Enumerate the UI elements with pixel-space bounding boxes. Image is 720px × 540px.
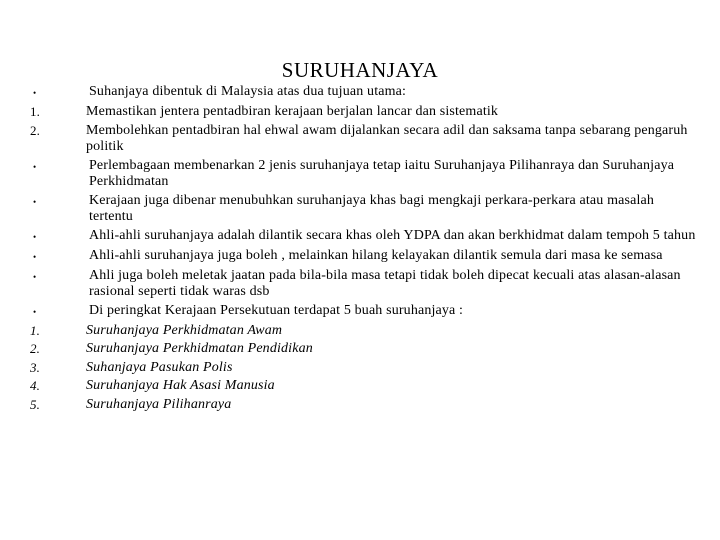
- number-marker: 5.: [30, 396, 41, 412]
- bullet-marker: •: [33, 251, 37, 262]
- list-item-text: Kerajaan juga dibenar menubuhkan suruhanjaya khas bagi mengkaji perkara-perkara atau masalah tertentu: [89, 192, 655, 224]
- slide-title: [0, 56, 720, 84]
- bullet-marker: •: [33, 306, 37, 317]
- commission-name: Suruhanjaya Hak Asasi Manusia: [86, 378, 275, 393]
- commission-name: Suruhanjaya Pilihanraya: [86, 396, 232, 412]
- bullet-marker: •: [33, 231, 37, 242]
- number-marker: 1.: [30, 322, 41, 338]
- commission-item: [30, 323, 700, 340]
- list-item-text: Perlembagaan membenarkan 2 jenis suruhanjaya tetap iaitu Suruhanjaya Pilihanraya dan Suruhanjaya Perkhidmatan: [89, 157, 675, 189]
- number-marker: 4.: [30, 378, 41, 393]
- commission-item: [30, 341, 700, 358]
- bullet-marker: •: [33, 271, 37, 282]
- commission-name: Suruhanjaya Perkhidmatan Pendidikan: [86, 341, 313, 356]
- commission-item: [30, 397, 700, 414]
- list-item: [30, 303, 700, 321]
- commission-name: Suhanjaya Pasukan Polis: [86, 359, 233, 375]
- bullet-marker: •: [33, 196, 37, 207]
- number-marker: 2.: [30, 122, 41, 138]
- list-item-text: Membolehkan pentadbiran hal ehwal awam dijalankan secara adil dan saksama tanpa sebarang pengaruh politik: [86, 122, 688, 154]
- list-item: [30, 104, 700, 121]
- commission-item: [30, 378, 700, 395]
- list-item-text: Ahli-ahli suruhanjaya juga boleh , melainkan hilang kelayakan dilantik semula dari masa ke semasa: [89, 247, 663, 263]
- list-item: [30, 123, 700, 156]
- number-marker: 3.: [30, 359, 41, 375]
- list-item: [30, 158, 700, 191]
- list-item: [30, 268, 700, 301]
- list-item: [30, 193, 700, 226]
- commission-name: Suruhanjaya Perkhidmatan Awam: [86, 322, 283, 338]
- bullet-marker: •: [33, 161, 37, 172]
- list-item: [30, 84, 700, 102]
- bullet-marker: •: [33, 88, 37, 98]
- list-item: [30, 248, 700, 266]
- slide-body: [30, 84, 700, 413]
- list-item-text: Ahli juga boleh meletak jaatan pada bila-bila masa tetapi tidak boleh dipecat kecuali atas alasan-alasan rasional seperti tidak waras dsb: [89, 267, 681, 299]
- list-item-text: Di peringkat Kerajaan Persekutuan terdapat 5 buah suruhanjaya :: [89, 302, 464, 318]
- number-marker: 1.: [30, 104, 41, 119]
- number-marker: 2.: [30, 341, 41, 356]
- list-item: [30, 228, 700, 246]
- commission-item: [30, 360, 700, 377]
- list-item-text: Suhanjaya dibentuk di Malaysia atas dua tujuan utama:: [89, 84, 407, 99]
- slide-title-text: SURUHANJAYA: [281, 58, 439, 82]
- list-item-text: Ahli-ahli suruhanjaya adalah dilantik secara khas oleh YDPA dan akan berkhidmat dalam tempoh 5 tahun: [89, 227, 696, 243]
- list-item-text: Memastikan jentera pentadbiran kerajaan berjalan lancar dan sistematik: [86, 104, 499, 119]
